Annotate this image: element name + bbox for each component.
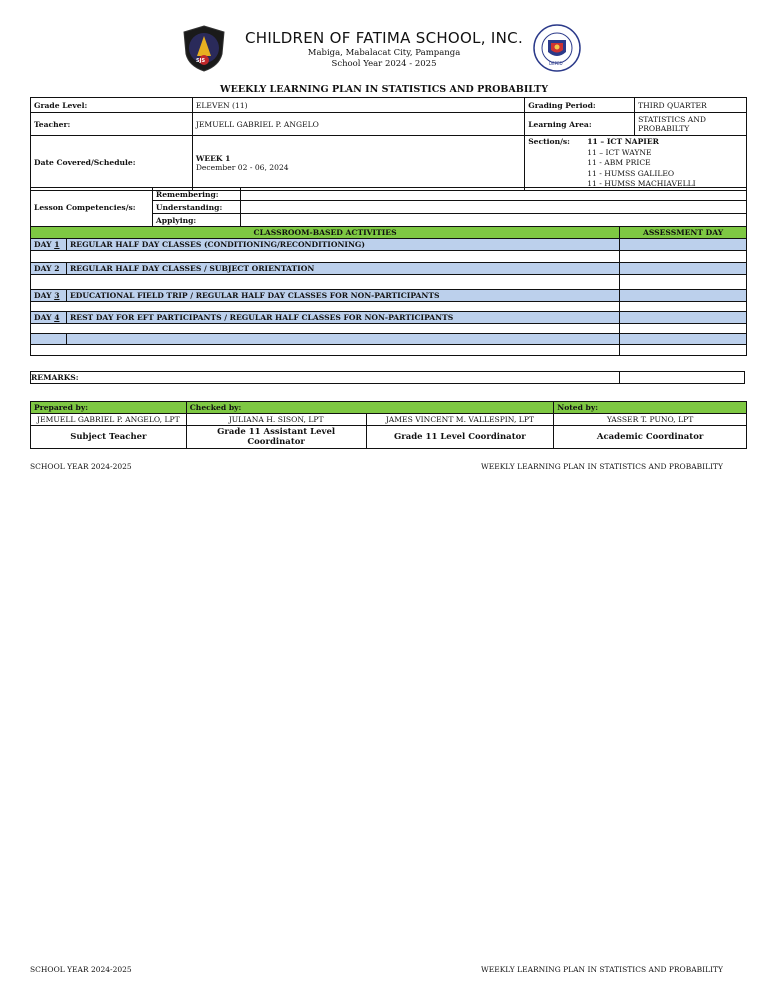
sections-label: Section/s: [528,137,570,146]
signatory-role: Grade 11 Assistant Level Coordinator [186,426,366,449]
page-footer-right: WEEKLY LEARNING PLAN IN STATISTICS AND PROBABILITY [481,965,723,974]
day-label: DAY 4 [31,312,67,324]
activities-table [30,226,747,356]
competencies-label: Lesson Competencies/s: [31,188,153,227]
assessment-cell [620,290,747,302]
signatory-role: Grade 11 Level Coordinator [366,426,554,449]
competencies-table [30,187,747,227]
section-item: 11 - HUMSS GALILEO [587,168,675,178]
assessment-cell [620,345,747,356]
deped-seal-text: DEPED [549,61,563,66]
deped-seal [533,24,581,72]
footer-left: SCHOOL YEAR 2024-2025 [30,462,132,471]
checked-by-label: Checked by: [186,402,553,414]
day-activity: REGULAR HALF DAY CLASSES (CONDITIONING/RECONDITIONING) [66,239,619,251]
competency-understanding: Understanding: [152,201,240,214]
blank-row [31,345,620,356]
remarks-table [30,371,745,384]
assessment-day-header: ASSESSMENT DAY [620,227,747,239]
signatures-table [30,401,747,449]
assessment-cell [620,302,747,312]
footer-right: WEEKLY LEARNING PLAN IN STATISTICS AND PROBABILITY [481,462,723,471]
section-item: 11 – ICT WAYNE [587,147,652,157]
assessment-cell [620,251,747,263]
school-year: School Year 2024 - 2025 [331,59,437,69]
classroom-activities-header: CLASSROOM-BASED ACTIVITIES [31,227,620,239]
competency-remembering-value [240,188,746,201]
date-range: December 02 - 06, 2024 [195,162,289,172]
grade-level-label: Grade Level: [31,98,193,113]
school-logo-text: SJS [196,58,206,64]
day-label: DAY 2 [31,263,67,275]
date-covered-label: Date Covered/Schedule: [31,136,193,191]
blank-row [31,251,620,263]
competency-applying-value [240,214,746,227]
signatory-role: Academic Coordinator [554,426,747,449]
date-covered-value [192,136,524,191]
info-table [30,97,747,191]
day-label: DAY 3 [31,290,67,302]
signatory-name: YASSER T. PUNO, LPT [554,414,747,426]
day-activity: REGULAR HALF DAY CLASSES / SUBJECT ORIENTATION [66,263,619,275]
learning-area-label: Learning Area: [525,113,635,136]
learning-area-value: STATISTICS AND PROBABILTY [635,113,747,136]
assessment-cell [620,239,747,251]
school-name: CHILDREN OF FATIMA SCHOOL, INC. [244,29,524,47]
plan-title: WEEKLY LEARNING PLAN IN STATISTICS AND PROBABILTY [219,84,549,95]
blank-day-cell [31,334,67,345]
competency-applying: Applying: [152,214,240,227]
grading-period-value: THIRD QUARTER [635,98,747,113]
teacher-value: JEMUELL GABRIEL P. ANGELO [192,113,524,136]
assessment-cell [620,263,747,275]
assessment-cell [620,275,747,290]
section-item: 11 - HUMSS MACHIAVELLI [587,179,696,188]
signatory-name: JEMUELL GABRIEL P. ANGELO, LPT [31,414,187,426]
prepared-by-label: Prepared by: [31,402,187,414]
signatory-name: JAMES VINCENT M. VALLESPIN, LPT [366,414,554,426]
grading-period-label: Grading Period: [525,98,635,113]
grade-level-value: ELEVEN (11) [192,98,524,113]
week-label: WEEK 1 [195,153,231,163]
day-activity: REST DAY FOR EFT PARTICIPANTS / REGULAR HALF CLASSES FOR NON-PARTICIPANTS [66,312,619,324]
signatory-role: Subject Teacher [31,426,187,449]
day-label: DAY 1 [31,239,67,251]
teacher-label: Teacher: [31,113,193,136]
section-item: 11 - ABM PRICE [587,158,651,167]
remarks-value [620,372,745,384]
remarks-label: REMARKS: [31,372,620,384]
school-address: Mabiga, Mabalacat City, Pampanga [307,48,461,58]
day-activity: EDUCATIONAL FIELD TRIP / REGULAR HALF DAY CLASSES FOR NON-PARTICIPANTS [66,290,619,302]
signatory-name: JULIANA H. SISON, LPT [186,414,366,426]
blank-row [31,275,620,290]
page-footer-left: SCHOOL YEAR 2024-2025 [30,965,132,974]
sections-cell [525,136,747,191]
competency-remembering: Remembering: [152,188,240,201]
competency-understanding-value [240,201,746,214]
assessment-cell [620,312,747,324]
noted-by-label: Noted by: [554,402,747,414]
blank-activity-cell [66,334,619,345]
assessment-cell [620,324,747,334]
section-item: 11 – ICT NAPIER [587,137,659,146]
blank-row [31,302,620,312]
assessment-cell [620,334,747,345]
blank-row [31,324,620,334]
